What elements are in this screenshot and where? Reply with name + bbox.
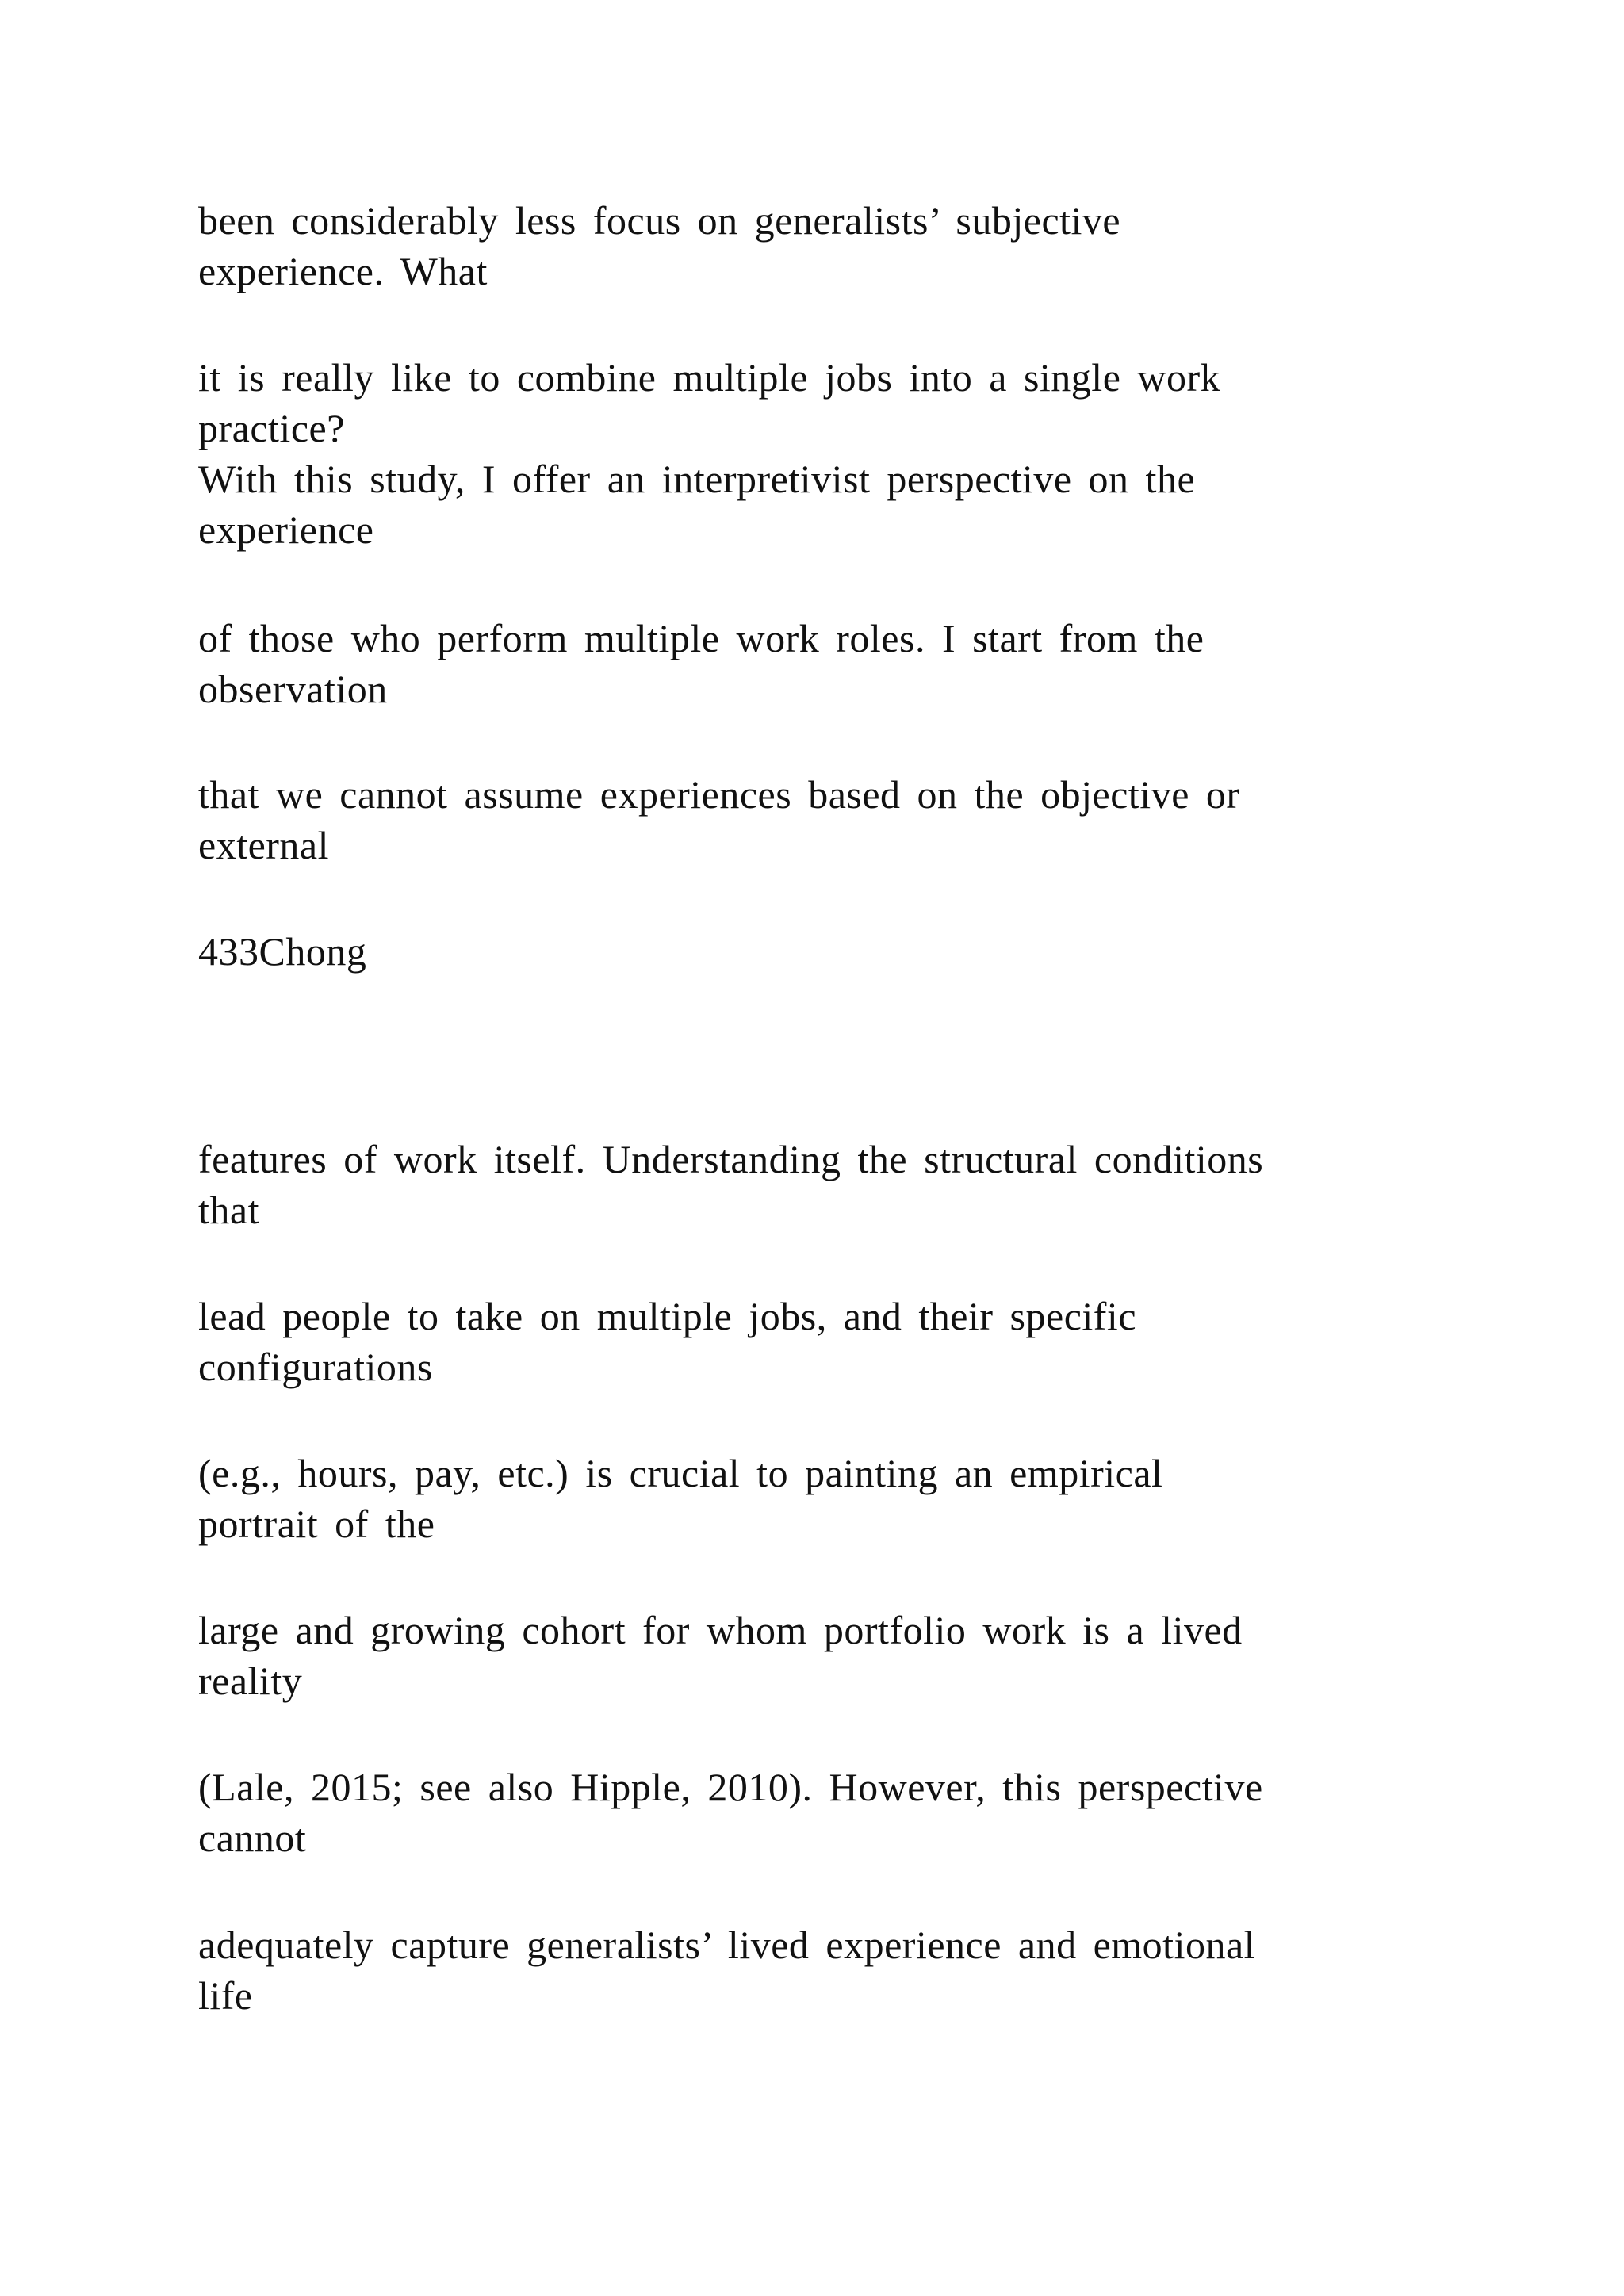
text-line: experience [198,507,374,552]
text-line: features of work itself. Understanding the structural conditions [198,1137,1264,1181]
text-line: experience. What [198,249,488,293]
text-line: large and growing cohort for whom portfolio work is a lived [198,1608,1243,1652]
text-line: it is really like to combine multiple jobs into a single work [198,355,1221,400]
text-line: life [198,1973,253,2018]
text-line: cannot [198,1816,307,1860]
text-line: practice? [198,406,345,450]
text-line: (e.g., hours, pay, etc.) is crucial to painting an empirical [198,1451,1163,1495]
page-number-header: 433Chong [198,929,367,974]
text-line: portrait of the [198,1502,435,1546]
text-line: With this study, I offer an interpretivist perspective on the [198,457,1196,501]
text-line: external [198,823,330,867]
text-line: lead people to take on multiple jobs, and their specific [198,1294,1137,1338]
text-line: that [198,1188,259,1232]
text-line: (Lale, 2015; see also Hipple, 2010). However, this perspective [198,1765,1263,1809]
text-line: observation [198,667,388,711]
text-line: configurations [198,1345,433,1389]
text-line: reality [198,1659,303,1703]
text-line: that we cannot assume experiences based on the objective or [198,772,1240,817]
text-line: been considerably less focus on generalists’ subjective [198,198,1121,243]
text-line: adequately capture generalists’ lived experience and emotional [198,1923,1256,1967]
text-line: of those who perform multiple work roles. I start from the [198,616,1205,660]
